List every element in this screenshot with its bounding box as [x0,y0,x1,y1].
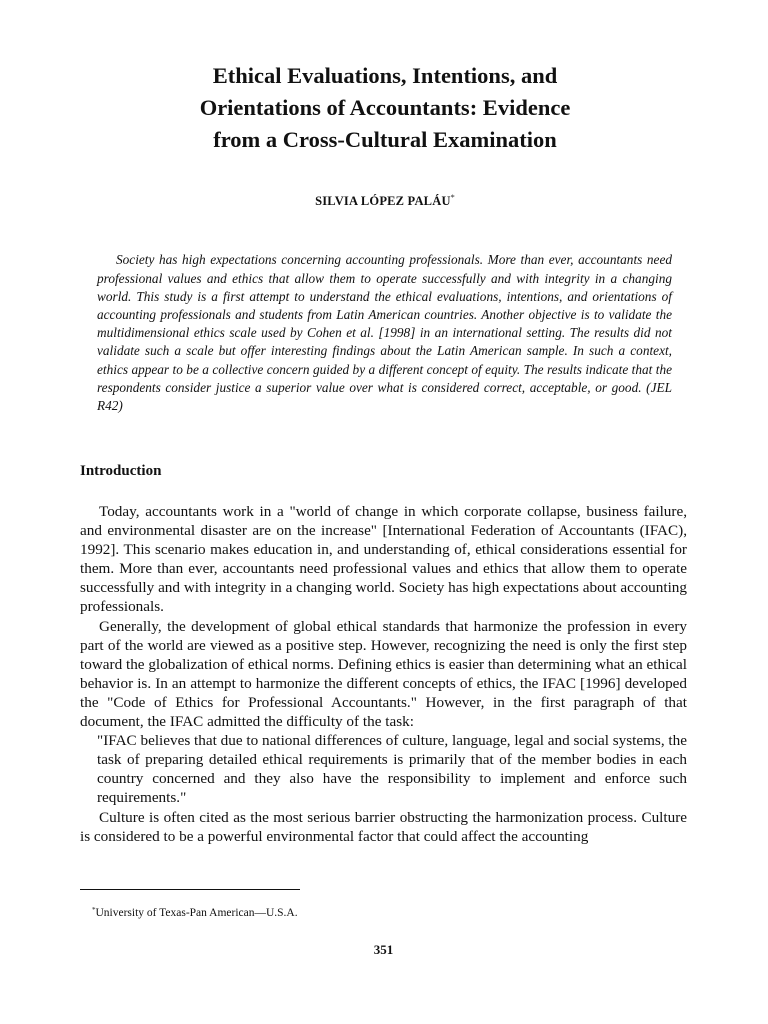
abstract: Society has high expectations concerning accounting professionals. More than ever, accountants need professional values and ethics that allow them to operate successfully and with integrity in a changing world. This study is a first attempt to understand the ethical evaluations, intentions, and orientations of accounting professionals and students from Latin American countries. Another objective is to validate the multidimensional ethics scale used by Cohen et al. [1998] in an international setting. The results did not validate such a scale but offer interesting findings about the Latin American sample. In such a context, ethics appear to be a collective concern guided by a different concept of equity. The results indicate that the respondents consider justice a superior value over what is considered correct, acceptable, or good. (JEL R42) [97,252,672,413]
author-byline [80,193,690,209]
page-number: 351 [373,942,394,957]
title-line-3: from a Cross-Cultural Examination [213,127,557,152]
body-paragraph-3: Culture is often cited as the most serious barrier obstructing the harmonization process. Culture is considered to be a powerful environmental factor that could affect the accounting [80,808,687,845]
article-title [80,60,690,156]
title-line-1: Ethical Evaluations, Intentions, and [212,63,558,88]
author-name: SILVIA LÓPEZ PALÁU [315,194,451,208]
introduction-body [80,502,687,846]
block-quote-ifac: "IFAC believes that due to national differences of culture, language, legal and social systems, the task of preparing detailed ethical requirements is primarily that of the member bodies in each country concerned and they also have the responsibility to implement and enforce such requirements." [97,732,687,807]
author-footnote-marker: * [450,193,455,202]
footnote-divider [80,889,300,890]
footnote-marker: * [92,906,96,914]
footnote-affiliation [80,906,699,919]
body-paragraph-1: Today, accountants work in a "world of change in which corporate collapse, business failure, and environmental disaster are on the increase" [International Federation of Accountants (IFAC), 1992]. This scenario makes education in, and understanding of, ethical considerations essential for them. More than ever, accountants need professional values and ethics that allow them to operate successfully and with integrity in a changing world. Society has high expectations about accounting professionals. [80,503,687,616]
footnote-text: University of Texas-Pan American—U.S.A. [95,907,298,919]
section-heading-introduction: Introduction [80,463,162,479]
title-line-2: Orientations of Accountants: Evidence [199,95,571,120]
body-paragraph-2: Generally, the development of global ethical standards that harmonize the profession in every part of the world are viewed as a positive step. However, recognizing the need is only the first step toward the globalization of ethical norms. Defining ethics is easier than determining what an ethical behavior is. In an attempt to harmonize the different concepts of ethics, the IFAC [1996] developed the "Code of Ethics for Professional Accountants." However, in the first paragraph of that document, the IFAC admitted the difficulty of the task: [80,617,687,731]
